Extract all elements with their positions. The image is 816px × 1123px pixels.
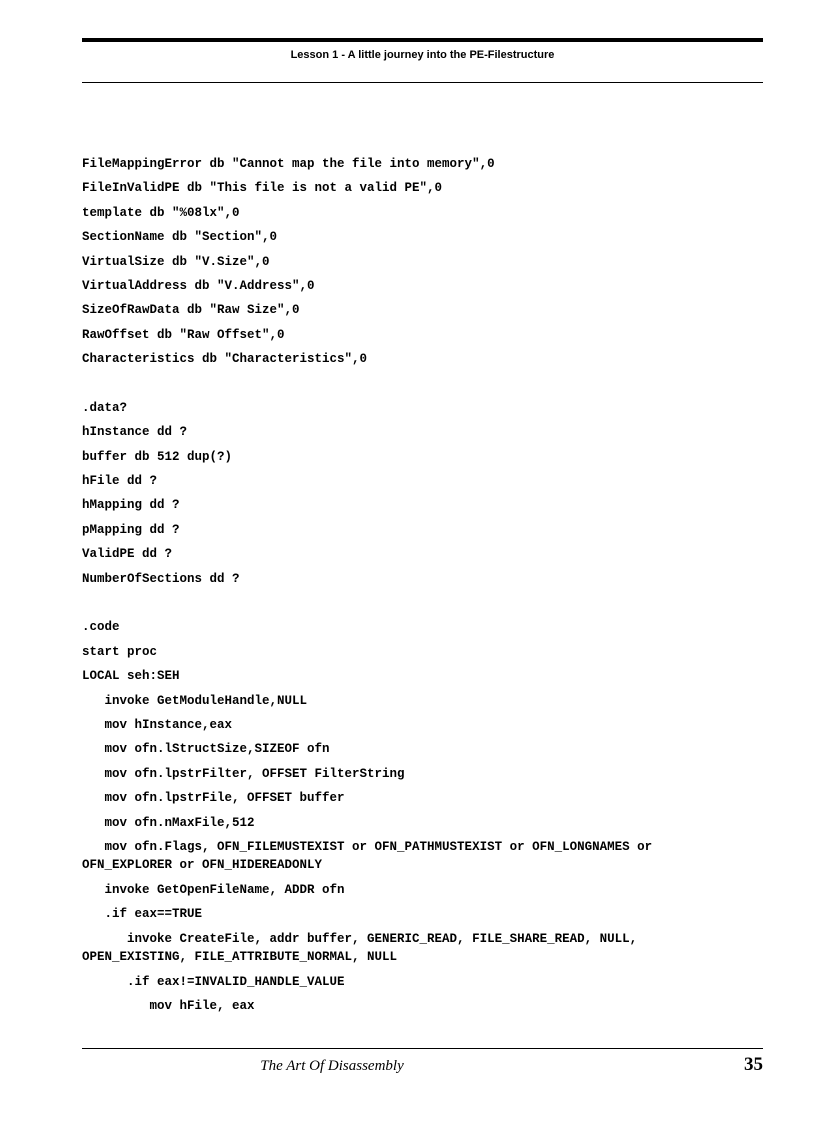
code-line: .data? [82,400,128,415]
code-line: hMapping dd ? [82,498,180,513]
header-bottom-rule [82,82,763,83]
code-line: .if eax==TRUE [82,907,203,922]
code-line: hFile dd ? [82,474,158,489]
running-header: Lesson 1 - A little journey into the PE-Filestructure [290,49,555,61]
code-line: SectionName db "Section",0 [82,230,278,245]
code-line: mov ofn.lpstrFilter, OFFSET FilterString [82,766,405,781]
code-line: hInstance dd ? [82,425,188,440]
code-line: start proc [82,644,158,659]
footer-rule [82,1048,763,1049]
code-line: mov hFile, eax [82,999,255,1014]
code-line: template db "%08lx",0 [82,205,240,220]
code-line: pMapping dd ? [82,522,180,537]
header-top-rule [82,38,763,42]
code-line: SizeOfRawData db "Raw Size",0 [82,303,300,318]
code-line [82,372,763,396]
code-line: RawOffset db "Raw Offset",0 [82,327,285,342]
code-line: VirtualAddress db "V.Address",0 [82,278,315,293]
code-line [82,591,763,615]
code-line: FileMappingError db "Cannot map the file into memory",0 [82,157,495,171]
page-number: 35 [744,1054,763,1075]
code-line: Characteristics db "Characteristics",0 [82,352,368,367]
code-line: mov hInstance,eax [82,717,233,732]
code-line: invoke GetModuleHandle,NULL [82,693,308,708]
code-line: invoke CreateFile, addr buffer, GENERIC_READ, FILE_SHARE_READ, NULL, OPEN_EXISTING, FILE_ATTRIBUTE_NORMAL, NULL [82,931,638,965]
code-line: .if eax!=INVALID_HANDLE_VALUE [82,974,345,989]
code-line: .code [82,620,120,635]
code-line: ValidPE dd ? [82,547,173,562]
code-line: VirtualSize db "V.Size",0 [82,254,270,269]
code-line: invoke GetOpenFileName, ADDR ofn [82,882,345,897]
code-line: FileInValidPE db "This file is not a valid PE",0 [82,181,443,196]
code-listing [82,152,763,1019]
code-line: mov ofn.lpstrFile, OFFSET buffer [82,791,345,806]
code-line: mov ofn.Flags, OFN_FILEMUSTEXIST or OFN_PATHMUSTEXIST or OFN_LONGNAMES or OFN_EXPLORER or OFN_HIDEREADONLY [82,839,653,873]
code-line: LOCAL seh:SEH [82,669,180,684]
code-line: mov ofn.nMaxFile,512 [82,815,255,830]
code-line: NumberOfSections dd ? [82,571,240,586]
code-line: buffer db 512 dup(?) [82,449,233,464]
footer-book-title: The Art Of Disassembly [260,1058,404,1074]
code-line: mov ofn.lStructSize,SIZEOF ofn [82,742,330,757]
